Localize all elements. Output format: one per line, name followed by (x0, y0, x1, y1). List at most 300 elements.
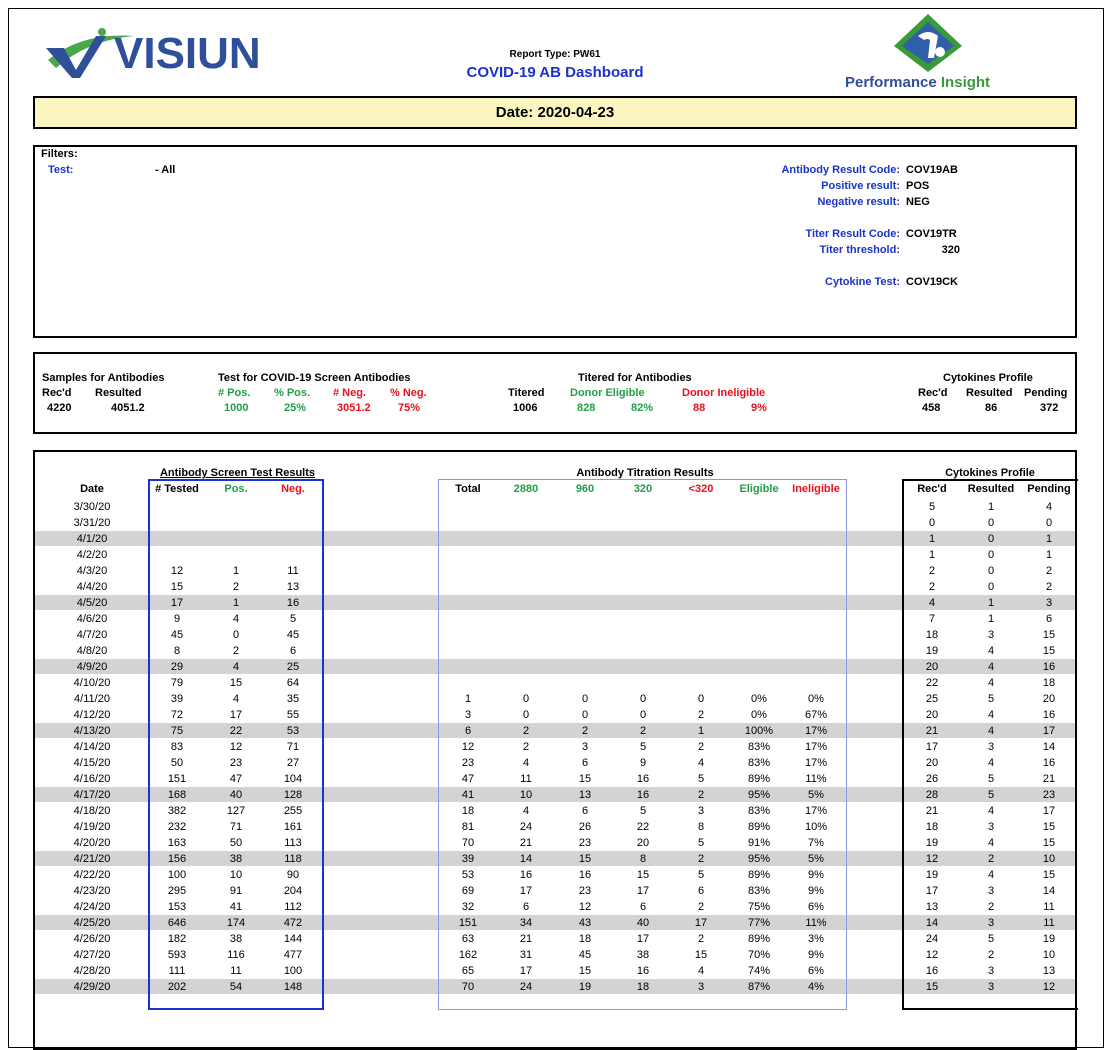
filter-test-label: Test: (48, 164, 74, 176)
num-neg-label: # Neg. (333, 387, 367, 399)
cell-eligible (734, 531, 784, 547)
cell-date: 4/29/20 (73, 981, 111, 993)
cell-t2880: 10 (519, 789, 533, 801)
cell-eligible: 77% (747, 917, 771, 929)
cell-pending: 0 (1045, 517, 1053, 529)
cell-pos (216, 515, 256, 531)
cell-recd: 7 (928, 613, 936, 625)
cell-ineligible: 11% (805, 773, 827, 785)
col-header-recd: Rec'd (917, 483, 947, 495)
cell-ineligible: 7% (808, 837, 824, 849)
cell-pos (216, 547, 256, 563)
cell-recd: 20 (925, 757, 939, 769)
cell-tested: 156 (167, 853, 187, 865)
samples-heading: Samples for Antibodies (42, 372, 165, 384)
cell-t960 (565, 675, 605, 691)
cell-tested: 8 (173, 645, 181, 657)
logo-word-insight: Insight (940, 74, 991, 91)
cell-lt320: 0 (697, 693, 705, 705)
cell-date: 4/11/20 (74, 693, 110, 705)
cell-recd: 1 (928, 533, 936, 545)
cell-tested: 111 (168, 965, 186, 977)
cell-t2880: 24 (519, 821, 533, 833)
cell-pending: 19 (1042, 933, 1056, 945)
cell-neg: 64 (286, 677, 300, 689)
negative-result-value: NEG (906, 196, 930, 208)
cell-pos: 1 (232, 565, 240, 577)
cell-pending: 20 (1042, 693, 1056, 705)
cell-ineligible (787, 659, 845, 675)
cell-recd: 12 (925, 949, 939, 961)
cell-total (448, 515, 488, 531)
cell-t2880: 34 (519, 917, 533, 929)
cell-t320 (623, 627, 663, 643)
cell-recd: 2 (928, 565, 936, 577)
cell-t960: 6 (581, 805, 589, 817)
cell-resulted: 4 (987, 805, 995, 817)
cell-neg: 472 (283, 917, 303, 929)
cell-pos: 54 (229, 981, 243, 993)
cell-total: 12 (461, 741, 475, 753)
cell-lt320: 4 (697, 965, 705, 977)
cell-t2880: 0 (522, 709, 530, 721)
cell-t960 (565, 531, 605, 547)
cell-t960: 2 (581, 725, 589, 737)
cell-pending: 6 (1045, 613, 1053, 625)
screen-heading: Test for COVID-19 Screen Antibodies (218, 372, 411, 384)
cell-total (448, 611, 488, 627)
cell-lt320: 2 (697, 933, 705, 945)
cell-neg: 112 (284, 901, 302, 913)
cell-t320 (623, 515, 663, 531)
cell-pending: 17 (1042, 725, 1056, 737)
cell-total (448, 675, 488, 691)
cell-neg: 45 (286, 629, 300, 641)
cell-resulted: 5 (987, 789, 995, 801)
cell-t2880: 14 (519, 853, 533, 865)
cell-t320 (623, 531, 663, 547)
cell-date: 4/1/20 (76, 533, 108, 545)
cell-t2880 (506, 595, 546, 611)
cell-pos: 38 (229, 853, 243, 865)
cell-eligible (734, 643, 784, 659)
cell-t320: 18 (636, 981, 650, 993)
cell-ineligible: 0% (808, 693, 824, 705)
cell-eligible: 83% (747, 757, 771, 769)
col-header-neg: Neg. (281, 483, 305, 495)
cell-tested: 15 (170, 581, 184, 593)
cell-date: 4/14/20 (73, 741, 111, 753)
cell-recd: 21 (925, 805, 939, 817)
cell-recd: 20 (925, 709, 939, 721)
cell-t320: 5 (639, 805, 647, 817)
cell-t2880 (506, 579, 546, 595)
cell-neg (273, 531, 313, 547)
report-date-bar: Date: 2020-04-23 (33, 96, 1077, 129)
cell-resulted: 2 (987, 853, 995, 865)
cell-neg: 161 (283, 821, 303, 833)
cell-t960 (565, 627, 605, 643)
antibody-code-label: Antibody Result Code: (781, 164, 900, 176)
cyto-resulted-label: Resulted (966, 387, 1013, 399)
pct-neg-value: 75% (398, 402, 421, 414)
cell-date: 4/15/20 (73, 757, 111, 769)
cell-t2880 (506, 659, 546, 675)
cell-ineligible: 3% (808, 933, 824, 945)
samples-resulted-value: 4051.2 (111, 402, 145, 414)
cell-pending: 23 (1042, 789, 1056, 801)
cell-t320: 0 (639, 709, 647, 721)
cell-date: 4/5/20 (76, 597, 108, 609)
cell-tested: 382 (167, 805, 187, 817)
cell-lt320 (681, 595, 721, 611)
cell-pos: 50 (229, 837, 243, 849)
cell-t960: 13 (578, 789, 592, 801)
cell-eligible: 89% (747, 773, 771, 785)
cell-recd: 18 (925, 629, 939, 641)
titer-code-value: COV19TR (906, 228, 957, 240)
cell-t320 (623, 499, 663, 515)
cell-ineligible (787, 563, 845, 579)
cell-t320 (623, 563, 663, 579)
report-title: COVID-19 AB Dashboard (466, 64, 644, 81)
cell-neg: 128 (283, 789, 303, 801)
cell-tested: 39 (170, 693, 184, 705)
cell-t2880: 4 (522, 805, 530, 817)
cell-neg: 13 (286, 581, 300, 593)
titration-results-heading: Antibody Titration Results (576, 467, 714, 479)
cell-lt320: 15 (694, 949, 708, 961)
cell-pending: 15 (1042, 645, 1056, 657)
col-header-eligible: Eligible (739, 483, 779, 495)
cell-t320: 0 (639, 693, 647, 705)
cell-resulted: 2 (987, 901, 995, 913)
cell-pending: 16 (1042, 757, 1056, 769)
cell-t960: 3 (581, 741, 589, 753)
cell-tested: 75 (170, 725, 184, 737)
cell-eligible: 87% (747, 981, 771, 993)
cell-recd: 22 (925, 677, 939, 689)
cell-neg: 71 (286, 741, 300, 753)
cell-total: 23 (461, 757, 475, 769)
col-header-t320: 320 (633, 483, 653, 495)
cell-recd: 17 (925, 741, 939, 753)
cell-total: 69 (461, 885, 475, 897)
cell-total: 3 (464, 709, 472, 721)
col-header-date: Date (80, 483, 104, 495)
cell-ineligible: 5% (808, 853, 824, 865)
logo-word-performance: Performance (845, 74, 937, 91)
cell-pos (216, 531, 256, 547)
cell-t960: 18 (578, 933, 592, 945)
cell-tested: 593 (167, 949, 187, 961)
cell-date: 4/13/20 (73, 725, 111, 737)
cell-neg: 477 (283, 949, 303, 961)
cell-date: 4/22/20 (73, 869, 111, 881)
cell-pos: 23 (229, 757, 243, 769)
cell-resulted: 0 (987, 517, 995, 529)
cell-date: 4/28/20 (73, 965, 111, 977)
cell-resulted: 3 (987, 741, 995, 753)
cell-total: 70 (461, 837, 475, 849)
cell-total (448, 627, 488, 643)
cell-t960 (565, 579, 605, 595)
cell-tested: 17 (170, 597, 184, 609)
cell-eligible: 91% (747, 837, 771, 849)
cyto-pending-value: 372 (1040, 402, 1059, 414)
donor-eligible-pct: 82% (631, 402, 654, 414)
cell-pos: 15 (229, 677, 243, 689)
cell-t2880: 2 (522, 725, 530, 737)
cell-date: 4/12/20 (73, 709, 111, 721)
cell-pending: 10 (1042, 853, 1056, 865)
cell-total (448, 531, 488, 547)
cell-t960: 19 (578, 981, 592, 993)
cell-neg: 255 (283, 805, 303, 817)
cell-tested: 153 (167, 901, 187, 913)
cell-recd: 28 (925, 789, 939, 801)
cell-tested (150, 515, 204, 531)
cell-ineligible: 6% (808, 901, 824, 913)
cyto-recd-value: 458 (922, 402, 941, 414)
cell-date: 4/6/20 (76, 613, 108, 625)
titer-code-label: Titer Result Code: (805, 228, 900, 240)
cell-t2880 (506, 675, 546, 691)
cell-lt320 (681, 579, 721, 595)
cell-tested: 163 (167, 837, 187, 849)
cell-recd: 21 (925, 725, 939, 737)
cell-ineligible (787, 531, 845, 547)
cell-total (448, 643, 488, 659)
cell-eligible (734, 563, 784, 579)
cell-ineligible (787, 675, 845, 691)
cell-pending: 11 (1043, 917, 1055, 929)
cell-lt320: 2 (697, 901, 705, 913)
cell-lt320: 1 (697, 725, 705, 737)
cell-pos: 2 (232, 581, 240, 593)
cell-recd: 12 (925, 853, 939, 865)
cell-t960: 16 (578, 869, 592, 881)
cell-lt320: 3 (697, 981, 705, 993)
cell-total: 6 (464, 725, 472, 737)
cell-recd: 25 (925, 693, 939, 705)
cell-eligible (734, 515, 784, 531)
cell-t2880 (506, 643, 546, 659)
cell-recd: 4 (928, 597, 936, 609)
cell-date: 4/3/20 (76, 565, 108, 577)
cell-t960: 45 (578, 949, 592, 961)
num-neg-value: 3051.2 (337, 402, 371, 414)
cell-t960: 0 (581, 709, 589, 721)
cell-pos: 12 (229, 741, 243, 753)
cell-total: 63 (461, 933, 475, 945)
cell-t960: 0 (581, 693, 589, 705)
cell-pos: 47 (229, 773, 243, 785)
cell-total: 39 (461, 853, 475, 865)
donor-ineligible-pct: 9% (751, 402, 767, 414)
titered-heading: Titered for Antibodies (578, 372, 692, 384)
cell-t320 (623, 611, 663, 627)
cell-neg: 6 (289, 645, 297, 657)
cell-pending: 1 (1045, 533, 1053, 545)
pct-neg-label: % Neg. (390, 387, 427, 399)
screen-results-heading: Antibody Screen Test Results (159, 467, 316, 479)
cell-neg: 55 (286, 709, 300, 721)
cell-neg: 25 (286, 661, 300, 673)
cell-total: 65 (461, 965, 475, 977)
cytokines-table-heading: Cytokines Profile (945, 467, 1035, 479)
cell-pos: 11 (230, 965, 242, 977)
cell-lt320: 8 (697, 821, 705, 833)
cell-lt320 (681, 547, 721, 563)
cell-lt320: 2 (697, 741, 705, 753)
cell-tested: 646 (167, 917, 187, 929)
cell-date: 4/19/20 (73, 821, 111, 833)
cell-lt320 (681, 499, 721, 515)
cell-pos: 4 (232, 661, 240, 673)
cell-t320: 38 (636, 949, 650, 961)
cell-t2880: 17 (519, 885, 533, 897)
cell-ineligible (787, 611, 845, 627)
cell-tested: 45 (170, 629, 184, 641)
cell-pending: 1 (1045, 549, 1053, 561)
cell-t960: 15 (578, 853, 592, 865)
cell-t2880 (506, 547, 546, 563)
cell-t960: 15 (578, 773, 592, 785)
cell-tested: 232 (167, 821, 187, 833)
cell-eligible (734, 611, 784, 627)
cell-tested: 168 (167, 789, 187, 801)
cell-t2880: 31 (519, 949, 533, 961)
cell-total: 53 (461, 869, 475, 881)
cyto-summary-heading: Cytokines Profile (943, 372, 1033, 384)
cell-date: 4/18/20 (73, 805, 111, 817)
performance-insight-logo (840, 12, 1040, 94)
cell-ineligible (787, 643, 845, 659)
cell-recd: 16 (925, 965, 939, 977)
cell-t320: 2 (639, 725, 647, 737)
cell-neg: 16 (286, 597, 300, 609)
cell-ineligible (787, 515, 845, 531)
col-header-t960: 960 (575, 483, 595, 495)
cell-recd: 18 (925, 821, 939, 833)
cell-t960: 23 (578, 885, 592, 897)
cell-eligible: 83% (747, 885, 771, 897)
cell-recd: 17 (925, 885, 939, 897)
cell-pending: 12 (1042, 981, 1056, 993)
titered-value: 1006 (513, 402, 538, 414)
cell-total (448, 659, 488, 675)
cell-ineligible: 67% (804, 709, 828, 721)
filter-test-value: - All (155, 164, 176, 176)
cell-ineligible (787, 627, 845, 643)
cell-tested: 79 (170, 677, 184, 689)
cell-t320: 8 (639, 853, 647, 865)
cell-resulted: 5 (987, 773, 995, 785)
cell-date: 4/27/20 (73, 949, 111, 961)
cell-date: 4/21/20 (73, 853, 111, 865)
negative-result-label: Negative result: (817, 196, 900, 208)
cell-pending: 15 (1042, 837, 1056, 849)
cyto-pending-label: Pending (1024, 387, 1068, 399)
cell-neg (273, 499, 313, 515)
cell-pending: 21 (1042, 773, 1056, 785)
cell-recd: 19 (925, 837, 939, 849)
cell-lt320 (681, 627, 721, 643)
cell-total (448, 563, 488, 579)
cell-date: 4/2/20 (76, 549, 108, 561)
titer-threshold-label: Titer threshold: (819, 244, 900, 256)
col-header-tested: # Tested (155, 483, 199, 495)
cell-t960: 23 (578, 837, 592, 849)
cell-lt320 (681, 531, 721, 547)
cell-lt320: 17 (694, 917, 708, 929)
cell-eligible (734, 499, 784, 515)
cell-t960 (565, 595, 605, 611)
cell-neg: 90 (286, 869, 300, 881)
cell-t960 (565, 611, 605, 627)
cell-eligible: 0% (751, 693, 767, 705)
cell-t960 (565, 563, 605, 579)
cell-eligible (734, 675, 784, 691)
cell-lt320: 5 (697, 837, 705, 849)
cell-recd: 0 (928, 517, 936, 529)
cell-ineligible: 5% (808, 789, 824, 801)
cell-tested (150, 547, 204, 563)
cell-t960: 6 (581, 757, 589, 769)
cell-t320 (623, 579, 663, 595)
cell-resulted: 3 (987, 821, 995, 833)
cell-eligible: 74% (747, 965, 771, 977)
col-header-pos: Pos. (224, 483, 248, 495)
cell-t320 (623, 675, 663, 691)
cell-t960: 43 (578, 917, 592, 929)
cell-recd: 20 (925, 661, 939, 673)
cell-tested: 202 (167, 981, 187, 993)
cell-pending: 15 (1042, 821, 1056, 833)
cell-neg: 5 (289, 613, 297, 625)
cell-eligible: 95% (747, 789, 771, 801)
cell-t2880: 21 (519, 933, 533, 945)
cell-eligible: 89% (747, 821, 771, 833)
cell-pos: 4 (232, 613, 240, 625)
report-type: Report Type: PW61 (509, 49, 601, 60)
cell-eligible: 83% (747, 741, 771, 753)
cell-total: 18 (461, 805, 475, 817)
cell-neg: 27 (286, 757, 300, 769)
cell-pending: 15 (1042, 629, 1056, 641)
cell-t2880 (506, 499, 546, 515)
cell-total: 1 (464, 693, 472, 705)
cell-resulted: 4 (987, 757, 995, 769)
col-header-total: Total (455, 483, 481, 495)
cell-pos: 17 (229, 709, 243, 721)
cell-t2880: 21 (519, 837, 533, 849)
cell-eligible: 70% (747, 949, 771, 961)
cell-ineligible: 17% (804, 741, 828, 753)
cell-ineligible: 9% (808, 885, 824, 897)
cell-eligible: 75% (747, 901, 771, 913)
cell-t960 (565, 515, 605, 531)
cell-lt320: 5 (697, 773, 705, 785)
samples-resulted-label: Resulted (95, 387, 142, 399)
cytokine-test-value: COV19CK (906, 276, 958, 288)
cell-pos (216, 499, 256, 515)
cell-tested (150, 499, 204, 515)
cell-t960 (565, 547, 605, 563)
cell-resulted: 5 (987, 693, 995, 705)
cell-pos: 116 (227, 949, 245, 961)
